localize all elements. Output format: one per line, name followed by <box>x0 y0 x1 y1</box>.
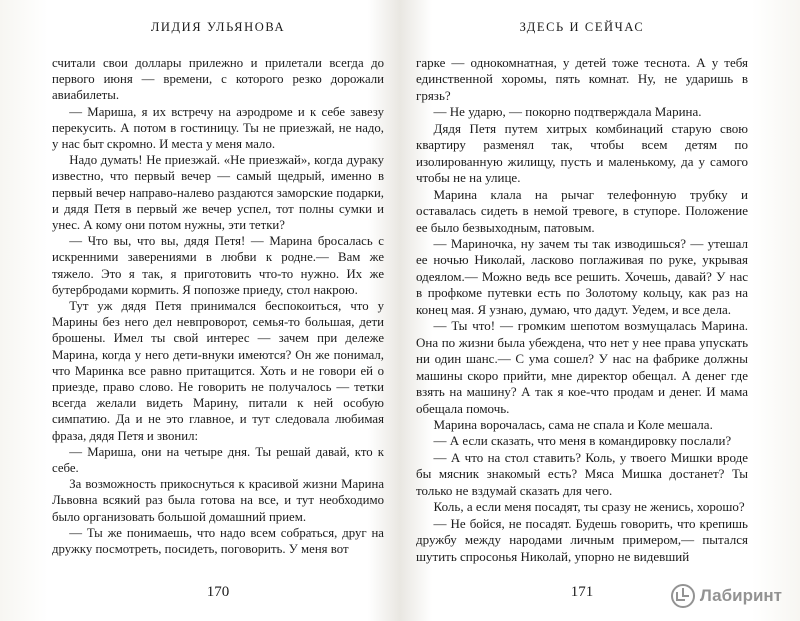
paragraph: считали свои доллары прилежно и прилетали всегда до первого июня — времени, с которого резко дорожали авиабилеты. <box>52 56 384 103</box>
paragraph: — Не ударю, — покорно подтверждала Марина. <box>433 104 702 120</box>
right-page <box>416 0 748 621</box>
paragraph: гарке — однокомнатная, у детей тоже теснота. А у тебя единственной хоромы, пять комнат. Ну, не ударишь в грязь? <box>416 55 748 103</box>
paragraph: — Мариша, они на четыре дня. Ты решай давай, кто к себе. <box>52 444 384 476</box>
left-page-body <box>52 55 384 557</box>
paragraph: — А если сказать, что меня в командировку послали? <box>433 433 732 449</box>
labirint-watermark <box>670 583 782 609</box>
paragraph: Надо думать! Не приезжай. «Не приезжай», когда дураку известно, что первый вечер — самый щедрый, именно в первый вечер направо-налево раздаются заморские подарки, и дядя Петя в первый же вечер успел, тот полны сумки и унес. А кому они потом нужны, эти тетки? <box>52 153 384 233</box>
labyrinth-logo-icon <box>670 583 696 609</box>
left-running-header: ЛИДИЯ УЛЬЯНОВА <box>150 20 286 34</box>
left-page <box>52 0 384 621</box>
paragraph: — Ты что! — громким шепотом возмущалась Марина. Она по жизни была убеждена, что нет у нее права упускать ни один шанс.— С ума сошел? У нас на фабрике должны машины скоро прийти, мне директор обещал. А денег где взять на машину? А так я кое-что продам и денег. И мама обещала помочь. <box>416 318 748 416</box>
paragraph: Марина ворочалась, сама не спала и Коле мешала. <box>433 416 713 432</box>
paragraph: Коль, а если меня посадят, ты сразу не женись, хорошо? <box>433 499 745 515</box>
paragraph: — Ты же понимаешь, что надо всем собраться, друг на дружку посмотреть, посидеть, поговорить. У меня вот <box>52 525 384 557</box>
paragraph: Дядя Петя путем хитрых комбинаций старую свою квартиру разменял так, чтобы всем детям по изолированную жилищу, пусть и маленькому, да у самого чтобы не на улице. <box>416 120 748 186</box>
paragraph: Марина клала на рычаг телефонную трубку и оставалась сидеть в немой тревоге, в ступоре. Положение ее было безвыходным, патовым. <box>416 186 748 235</box>
right-page-number: 171 <box>570 584 594 600</box>
right-page-body <box>416 55 748 565</box>
watermark-text: Лабиринт <box>699 586 782 605</box>
paragraph: — А что на стол ставить? Коль, у твоего Мишки вроде бы мясник знакомый есть? Мяса Мишка достанет? Ты только не вздумай сказать для чего. <box>416 449 748 498</box>
paragraph: За возможность прикоснуться к красивой жизни Марина Львовна всякий раз была готова на все, и тут необходимо было организовать большой домашний прием. <box>52 477 384 524</box>
paragraph: — Не бойся, не посадят. Будешь говорить, что крепишь дружбу между народами личным примером,— пытался шутить спросонья Николай, упорно не видевший <box>416 515 748 564</box>
paragraph: — Мариночка, ну зачем ты так изводишься? — утешал ее ночью Николай, ласково поглаживая по руке, укрывая одеялом.— Можно ведь все решить. Хочешь, давай? У нас в профкоме путевки есть по Золотому кольцу, как раз на конец мая. Я узнаю, думаю, что дадут. Уедем, и все дела. <box>416 235 748 317</box>
left-page-number: 170 <box>206 584 230 600</box>
paragraph: — Что вы, что вы, дядя Петя! — Марина бросалась с искренними заверениями в любви к родне.— Вам же тяжело. Это я так, я приготовить что-то нужно. Их же бутербродами кормить. Я попозже приеду, стол накрою. <box>52 234 384 297</box>
right-running-header: ЗДЕСЬ И СЕЙЧАС <box>519 20 645 34</box>
paragraph: — Мариша, я их встречу на аэродроме и к себе завезу перекусить. А потом в гостиницу. Ты не приезжай, не надо, у нас быт скромно. И места у меня мало. <box>52 104 384 152</box>
paragraph: Тут уж дядя Петя принимался беспокоиться, что у Марины без него дел невпроворот, семья-то большая, дети брошены. Имел ты свой интерес — зачем при дележе Марина, когда у него дети-внуки имеются? Он же понимал, что Маринка все равно притащится. Хоть и не говори ей о приезде, право слово. Не говорить не получалось — тетки всегда желали видеть Марину, питали к ней особую симпатию. Да и не это главное, и тут следовала любимая фраза, дядя Петя и звонил: <box>52 299 384 443</box>
